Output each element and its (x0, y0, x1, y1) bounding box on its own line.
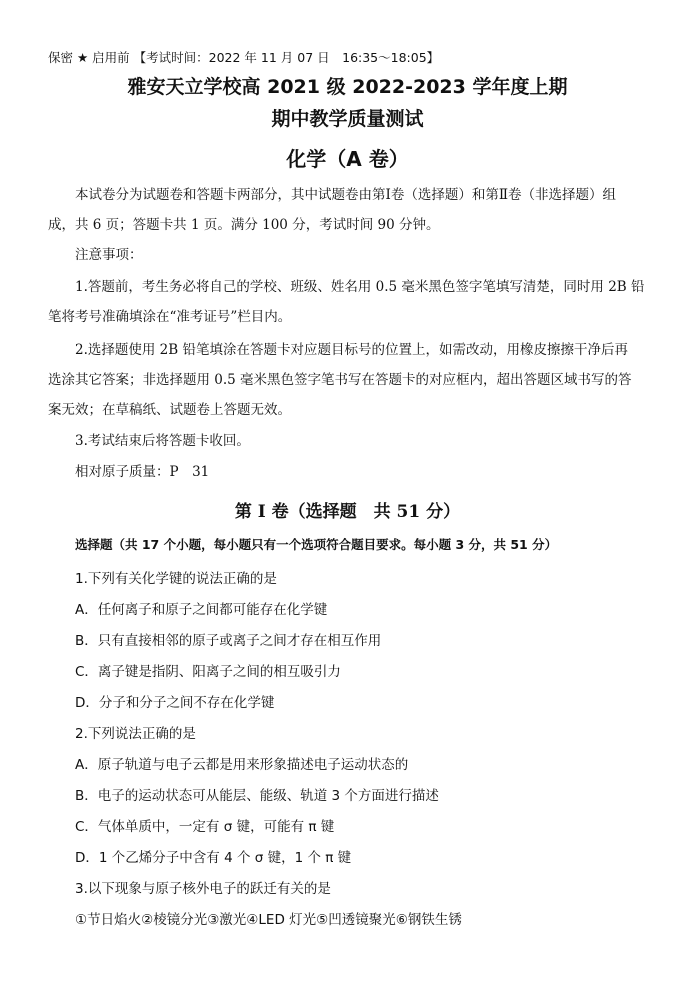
section-1-title: 第 I 卷（选择题 共 51 分） (234, 502, 461, 522)
question-2-option-b: B．电子的运动状态可从能层、能级、轨道 3 个方面进行描述 (75, 788, 439, 804)
notice-2-line-3: 案无效；在草稿纸、试题卷上答题无效。 (48, 402, 291, 418)
notice-3: 3.考试结束后将答题卡收回。 (75, 433, 250, 449)
exam-title: 期中教学质量测试 (271, 108, 424, 130)
exam-header: 保密 ★ 启用前 【考试时间：2022 年 11 月 07 日 16:35～18:05】 (48, 50, 440, 65)
question-3-items: ①节日焰火②棱镜分光③激光④LED 灯光⑤凹透镜聚光⑥钢铁生锈 (75, 912, 462, 928)
question-1-option-b: B．只有直接相邻的原子或离子之间才存在相互作用 (75, 633, 382, 649)
notice-label: 注意事项： (75, 247, 143, 263)
question-2-option-a: A．原子轨道与电子云都是用来形象描述电子运动状态的 (75, 757, 409, 773)
question-1-stem: 1.下列有关化学键的说法正确的是 (75, 571, 277, 587)
notice-1-line-2: 笔将考号准确填涂在“准考证号”栏目内。 (48, 309, 292, 325)
question-2-option-d: D．1 个乙烯分子中含有 4 个 σ 键，1 个 π 键 (75, 850, 352, 866)
intro-line-2: 成，共 6 页；答题卡共 1 页。满分 100 分，考试时间 90 分钟。 (48, 217, 440, 233)
question-3-stem: 3.以下现象与原子核外电子的跃迁有关的是 (75, 881, 331, 897)
notice-2-line-2: 选涂其它答案；非选择题用 0.5 毫米黑色签字笔书写在答题卡的对应框内，超出答题区域书写的答 (48, 372, 632, 388)
notice-1-line-1: 1.答题前，考生务必将自己的学校、班级、姓名用 0.5 毫米黑色签字笔填写清楚，同时用 2B 铅 (75, 279, 645, 295)
question-1-option-a: A．任何离子和原子之间都可能存在化学键 (75, 602, 328, 618)
section-1-instruction: 选择题（共 17 个小题，每小题只有一个选项符合题目要求。每小题 3 分，共 51 分） (75, 537, 558, 552)
question-2-option-c: C．气体单质中，一定有 σ 键，可能有 π 键 (75, 819, 335, 835)
notice-2-line-1: 2.选择题使用 2B 铅笔填涂在答题卡对应题目标号的位置上，如需改动，用橡皮擦擦干净后再 (75, 342, 628, 358)
question-2-stem: 2.下列说法正确的是 (75, 726, 196, 742)
question-1-option-d: D．分子和分子之间不存在化学键 (75, 695, 275, 711)
atomic-mass: 相对原子质量：P 31 (75, 464, 210, 480)
subject-title: 化学（A 卷） (286, 147, 409, 171)
intro-line-1: 本试卷分为试题卷和答题卡两部分，其中试题卷由第Ⅰ卷（选择题）和第Ⅱ卷（非选择题）组 (75, 187, 617, 203)
question-1-option-c: C．离子键是指阴、阳离子之间的相互吸引力 (75, 664, 341, 680)
school-title: 雅安天立学校高 2021 级 2022-2023 学年度上期 (127, 76, 568, 98)
